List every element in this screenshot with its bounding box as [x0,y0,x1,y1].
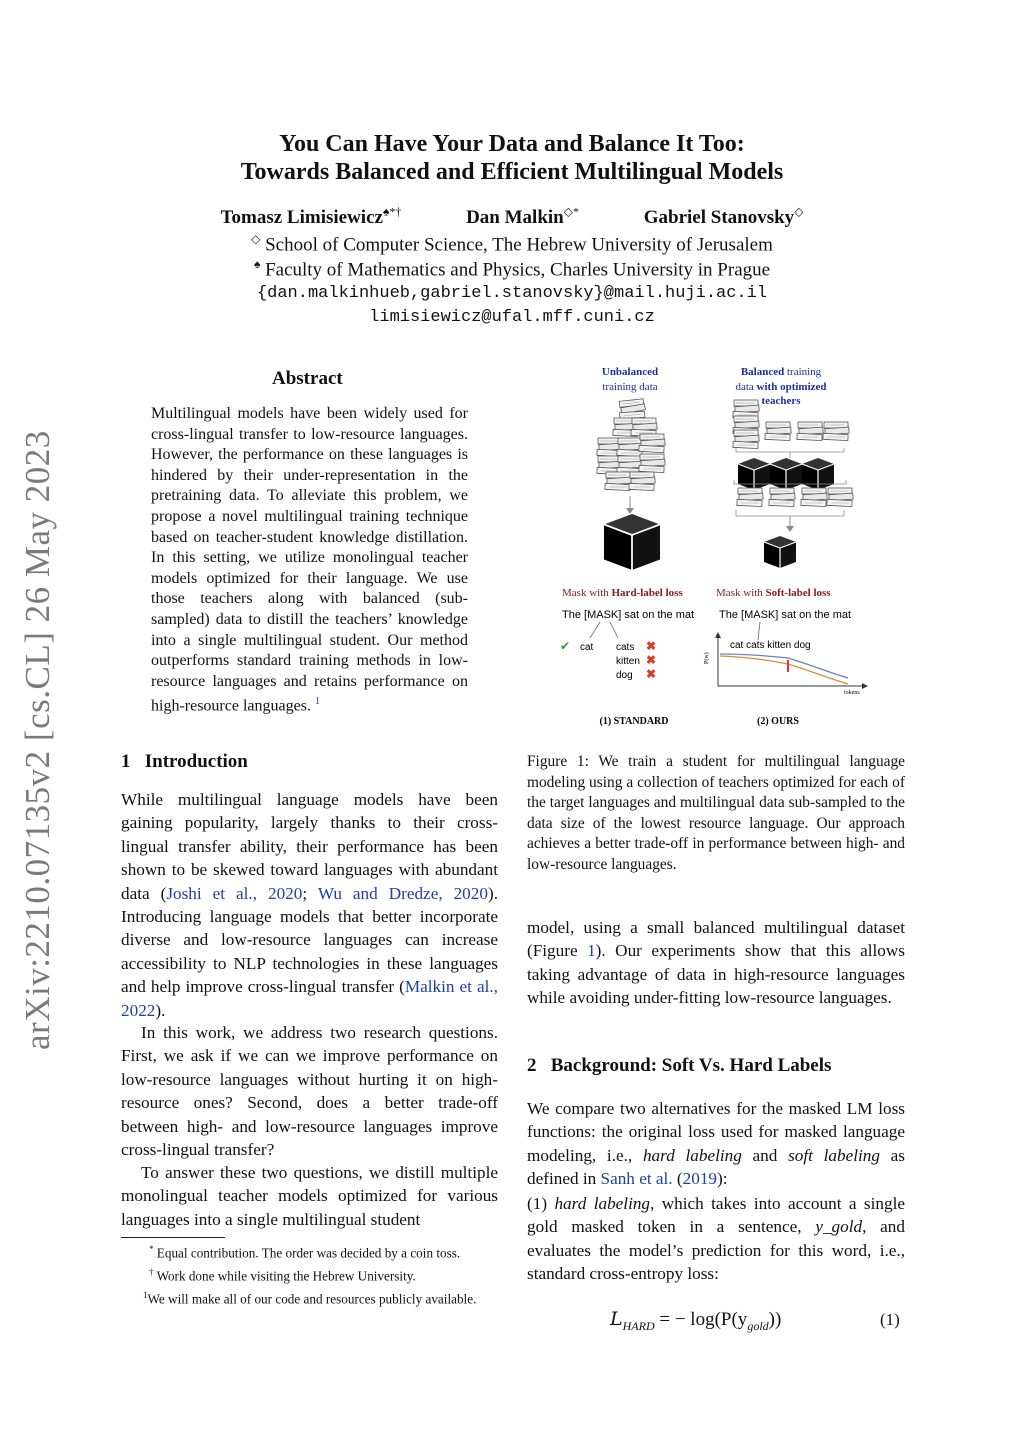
footnote: † Work done while visiting the Hebrew University. [149,1266,416,1284]
cross-icon: ✖ [646,667,657,681]
hard-token: dog [616,670,633,681]
fig-right-title-line1: Balanced training [740,366,822,378]
fig-label-ours: (2) OURS [757,716,799,727]
teacher-distribution-curve [720,656,848,684]
right-paragraph-1: model, using a small balanced multilingual dataset (Figure 1). Our experiments show that this allows taking advantage of data in high-resource languages while avoiding under-fitting low-resource languages. [527,918,905,1008]
plot-y-axis: P(w) [704,652,710,664]
fig-left-title-a: Unbalanced [601,366,659,378]
balanced-data-stacks [733,400,849,449]
soft-tokens: cat cats kitten dog [730,640,811,651]
intro-paragraph-3: To answer these two questions, we distill multiple monolingual teacher models optimized for various languages into a single multilingual student [121,1163,498,1229]
unbalanced-data-pile [597,399,665,491]
arxiv-id: arXiv:2210.07135v2 [cs.CL] 26 May 2023 [18,430,57,1050]
fig-right-title-line3: teachers [761,395,801,407]
check-icon: ✔ [560,639,571,653]
figure-1 [548,360,908,740]
teacher-icon [770,458,802,490]
citation-link[interactable]: Malkin et al., 2022 [121,977,498,1020]
figure-1-caption: Figure 1: We train a student for multilingual language modeling using a collection of teachers optimized for each of the target languages and multilingual data sub-sampled to the data size of the lowest resource language. Our approach achieves a better trade-off in performance between high- and low-resource languages. [527,753,905,873]
student-model-icon [764,536,796,568]
citation-link[interactable]: Sanh et al. [600,1169,673,1189]
teacher-icon [738,458,770,490]
citation-link[interactable]: Joshi et al., 2020 [166,883,303,903]
section-heading-introduction: 1 Introduction [121,751,248,772]
affiliation-charles: ♠ Faculty of Mathematics and Physics, Charles University in Prague [253,257,771,281]
footnotes [121,1241,498,1308]
footnote: * Equal contribution. The order was decided by a coin toss. [149,1244,461,1261]
fig-right-loss-label: Mask with Soft-label loss [716,587,831,599]
background-paragraph-1: We compare two alternatives for the masked LM loss functions: the original loss used for masked language modeling, i.e., hard labeling and soft labeling as defined in Sanh et al. (2019): [527,1099,905,1189]
fig-left-sentence: The [MASK] sat on the mat [562,609,695,621]
intro-paragraph-2: In this work, we address two research questions. First, we ask if we can we improve performance on low-resource languages without hurting it on high-resource ones? Second, does a better trade-off between high- and low-resource languages improve cross-lingual transfer? [121,1023,498,1160]
affiliation-hebrew: ◇ School of Computer Science, The Hebrew University of Jerusalem [251,232,773,256]
title-line-2: Towards Balanced and Efficient Multilingual Models [240,159,784,185]
paper-title [0,130,1024,186]
email-line-1: {dan.malkinhueb,gabriel.stanovsky}@mail.huji.ac.il [256,284,768,303]
citation-link[interactable]: Wu and Dredze, 2020 [317,883,488,903]
author-list [0,205,1024,229]
email-line-2: limisiewicz@ufal.mff.cuni.cz [369,308,655,327]
fig-right-title-line2: data with optimized [735,381,827,393]
teacher-icon [802,458,834,490]
fig-label-standard: (1) STANDARD [599,716,669,727]
footnote-rule [121,1237,225,1238]
cross-icon: ✖ [646,639,657,653]
figure-ref-link[interactable]: 1 [587,941,596,961]
author: Dan Malkin◇* [466,205,579,229]
hard-token: cats [616,642,635,653]
fig-right-sentence: The [MASK] sat on the mat [719,609,852,621]
intro-paragraph-1: While multilingual language models have been gaining popularity, largely thanks to their cross-lingual transfer ability, their performance has been shown to be skewed toward languages with abundant data (Joshi et al., 2020; Wu and Dredze, 2020). Introducing language models that better incorporate diverse and low-resource languages can increase accessibility to NLP technologies in these languages and help improve cross-lingual transfer (Malkin et al., 2022). [121,790,498,1020]
footnote: $^1$We will make all of our code and resources publicly available. [143,1289,477,1307]
citation-link[interactable]: 2019 [682,1169,717,1189]
hard-token: cat [580,642,594,653]
plot-x-axis: tokens [844,690,860,696]
equation-1: $L_{HARD}$ = − $\log(P(y_{gold}))$ [610,1308,782,1333]
footnote-link[interactable]: 1 [314,696,320,708]
abstract-heading: Abstract [272,368,343,389]
background-paragraph-2: (1) hard labeling, which takes into account a single gold masked token in a sentence, y_gold, and evaluates the model’s prediction for this word, i.e., standard cross-entropy loss: [527,1194,905,1284]
title-line-1: You Can Have Your Data and Balance It Too: [279,131,745,157]
student-cube-left [604,514,660,570]
fig-left-title-b: training data [602,381,658,393]
author: Gabriel Stanovsky◇ [643,205,804,229]
section-heading-background: 2 Background: Soft Vs. Hard Labels [527,1055,832,1076]
cross-icon: ✖ [646,653,657,667]
fig-left-loss-label: Mask with Hard-label loss [562,587,683,599]
abstract-body: Multilingual models have been widely used for cross-lingual transfer to low-resource languages. However, the performance on these languages is hindered by their under-representation in the pretraining data. To alleviate this problem, we propose a novel multilingual training technique based on teacher-student knowledge distillation. In this setting, we utilize monolingual teacher models optimized for their language. We use those teachers along with balanced (sub-sampled) data to distill the teachers’ knowledge into a single multilingual student. Our method outperforms standard training methods in low-resource languages and retains performance on high-resource languages. $^1$ [151,405,468,715]
author: Tomasz Limisiewicz♠*† [220,205,402,229]
hard-token: kitten [616,656,640,667]
equation-number: (1) [880,1310,900,1329]
